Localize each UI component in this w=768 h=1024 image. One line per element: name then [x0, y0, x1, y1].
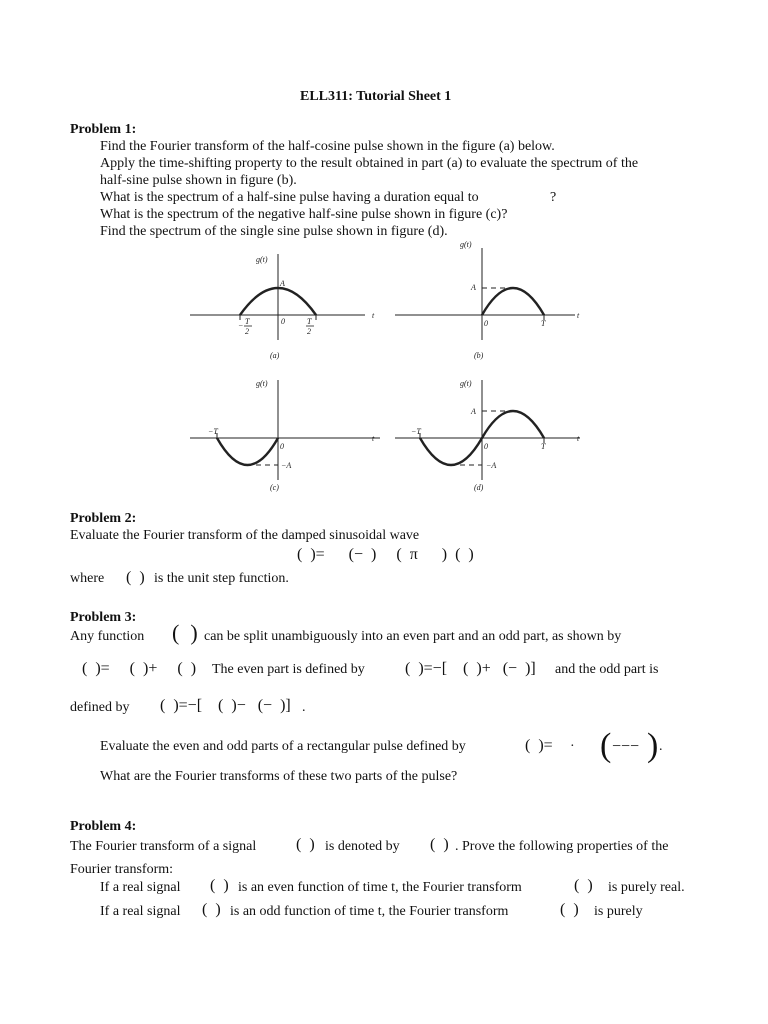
problem-4-line-4-paren-2: ( ): [560, 901, 579, 918]
problem-1-line-5: What is the spectrum of the negative half-sine pulse shown in figure (c)?: [100, 207, 508, 222]
fig-b-T-label: T: [541, 319, 546, 328]
fig-b-A-label: A: [471, 283, 476, 292]
problem-3-evaluate: Evaluate the even and odd parts of a rectangular pulse defined by: [100, 739, 466, 754]
problem-1-line-3: half-sine pulse shown in figure (b).: [100, 173, 297, 188]
problem-3-eq-even: ( )=−[ ( )+ (− )]: [405, 660, 536, 677]
problem-4-heading: Problem 4:: [70, 819, 137, 834]
problem-4-line-1b: is denoted by: [325, 839, 400, 854]
problem-2-line: Evaluate the Fourier transform of the damped sinusoidal wave: [70, 528, 420, 543]
problem-4-line-3b: is an even function of time t, the Fourier transform: [238, 880, 522, 895]
problem-3-odd-text: and the odd part is: [555, 662, 659, 677]
problem-3-rect-period: .: [659, 739, 663, 754]
fig-a-caption: (a): [270, 351, 280, 360]
problem-1-line-6: Find the spectrum of the single sine pulse shown in figure (d).: [100, 224, 448, 239]
fig-a-origin: 0: [281, 317, 285, 326]
fig-d-negT-label: −T: [411, 427, 421, 436]
problem-4-line-2: Fourier transform:: [70, 862, 174, 877]
problem-4-line-4a: If a real signal: [100, 904, 181, 919]
fig-c-caption: (c): [270, 483, 279, 492]
problem-3-rect-arg: −−−: [612, 738, 640, 755]
problem-4-line-3-paren-2: ( ): [574, 877, 593, 894]
problem-2-heading: Problem 2:: [70, 511, 137, 526]
fig-a-left-T: T: [245, 317, 250, 326]
fig-d-g-label: g(t): [460, 379, 472, 388]
fig-c-origin: 0: [280, 442, 284, 451]
problem-1-heading: Problem 1:: [70, 122, 137, 137]
problem-3-any: Any function: [70, 629, 145, 644]
problem-2-equation: ( )= (− ) ( π ) ( ): [297, 546, 474, 563]
fig-a-minus: −: [238, 321, 244, 330]
problem-1-line-1: Find the Fourier transform of the half-cosine pulse shown in the figure (a) below.: [100, 139, 555, 154]
problem-4-line-3c: is purely real.: [608, 880, 685, 895]
problem-3-paren-1: ( ): [172, 620, 198, 645]
fig-d-T-label: T: [541, 442, 546, 451]
fig-c-negative-half-sine-pulse: [217, 438, 278, 465]
pulse-figure: [180, 238, 590, 498]
page-title: ELL311: Tutorial Sheet 1: [300, 89, 452, 104]
problem-4-line-4-paren-1: ( ): [202, 901, 221, 918]
problem-2-where: where: [70, 571, 105, 586]
fig-b-g-label: g(t): [460, 240, 472, 249]
problem-4-line-4c: is purely: [594, 904, 643, 919]
fig-a-left-2: 2: [245, 327, 249, 336]
fig-a-right-2: 2: [307, 327, 311, 336]
problem-2-where-paren: ( ): [126, 569, 145, 586]
problem-4-line-4b: is an odd function of time t, the Fourier transform: [230, 904, 509, 919]
problem-1-line-4: What is the spectrum of a half-sine pulse having a duration equal to: [100, 190, 479, 205]
fig-b-origin: 0: [484, 319, 488, 328]
fig-a-right-T: T: [307, 317, 312, 326]
fig-d-caption: (d): [474, 483, 484, 492]
problem-3-rect-rparen: ): [647, 727, 659, 764]
problem-3-eq1: ( )= ( )+ ( ): [82, 660, 197, 677]
problem-1-line-2: Apply the time-shifting property to the result obtained in part (a) to evaluate the spectrum of the: [100, 156, 639, 171]
problem-4-paren-1: ( ): [296, 836, 315, 853]
problem-3-question: What are the Fourier transforms of these two parts of the pulse?: [100, 769, 458, 784]
problem-4-line-3-paren-1: ( ): [210, 877, 229, 894]
fig-c-negT-label: −T: [208, 427, 218, 436]
problem-3-heading: Problem 3:: [70, 610, 137, 625]
fig-b-t-label: t: [577, 311, 580, 320]
problem-4-line-1a: The Fourier transform of a signal: [70, 839, 257, 854]
problem-3-eq-rect: ( )=: [525, 737, 553, 754]
fig-a-g-label: g(t): [256, 255, 268, 264]
fig-d-A-label: A: [471, 407, 476, 416]
fig-c-t-label: t: [372, 434, 375, 443]
fig-d-negA-label: −A: [486, 461, 497, 470]
fig-b-caption: (b): [474, 351, 484, 360]
problem-1-line-4-qmark: ?: [550, 190, 557, 205]
problem-4-line-1c: . Prove the following properties of the: [455, 839, 669, 854]
fig-a-A-label: A: [280, 279, 285, 288]
problem-3-period: .: [302, 700, 306, 715]
problem-3-even-text: The even part is defined by: [212, 662, 365, 677]
problem-3-rect-lparen: (: [600, 727, 612, 764]
fig-c-negA-label: −A: [281, 461, 292, 470]
fig-d-origin: 0: [484, 442, 488, 451]
problem-3-split: can be split unambiguously into an even part and an odd part, as shown by: [204, 629, 622, 644]
fig-b-half-sine-pulse: [482, 288, 544, 315]
problem-4-paren-2: ( ): [430, 836, 449, 853]
fig-a-t-label: t: [372, 311, 375, 320]
problem-3-rect-dot: ·: [570, 739, 575, 754]
problem-3-defined-by: defined by: [70, 700, 130, 715]
fig-c-g-label: g(t): [256, 379, 268, 388]
problem-3-eq-odd: ( )=−[ ( )− (− )]: [160, 697, 291, 714]
problem-2-where-rest: is the unit step function.: [154, 571, 289, 586]
fig-d-t-label: t: [577, 434, 580, 443]
problem-4-line-3a: If a real signal: [100, 880, 181, 895]
